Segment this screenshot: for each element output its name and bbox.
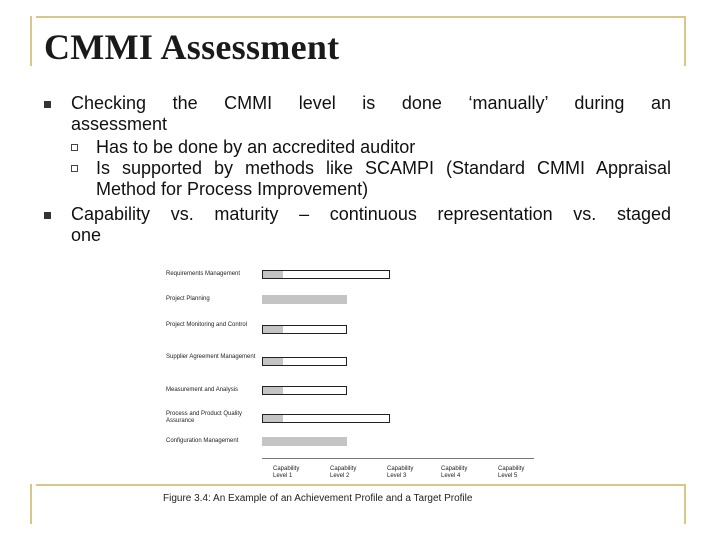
sub-bullet-marker (71, 144, 78, 151)
bullet-marker (44, 212, 51, 219)
figure-caption: Figure 3.4: An Example of an Achievement Profile and a Target Profile (163, 493, 473, 504)
process-area-label: Configuration Management (166, 438, 239, 444)
frame-left-line (30, 16, 32, 66)
bullet-1-line-2: assessment (71, 114, 168, 134)
sub-bullet-2-line-2: Method for Process Improvement) (96, 179, 369, 199)
bullet-1-line-1: Checking the CMMI level is done ‘manually’ during an (71, 93, 671, 113)
capability-level-label: Capability Level 2 (330, 466, 357, 479)
target-bar (262, 386, 347, 395)
capability-level-label: Capability Level 5 (498, 466, 525, 479)
process-area-label: Measurement and Analysis (166, 387, 239, 393)
frame-right-line (684, 16, 686, 66)
capability-level-label: Capability Level 3 (387, 466, 414, 479)
capability-level-label: Capability Level 4 (441, 466, 468, 479)
x-axis-line (262, 458, 534, 459)
process-area-label: Requirements Management (166, 271, 241, 277)
process-area-label: Process and Product Quality Assurance (166, 411, 243, 424)
bullet-2-line-2: one (71, 225, 102, 245)
bullet-marker (44, 101, 51, 108)
capability-level-label: Capability Level 1 (273, 466, 300, 479)
bullet-2-line-1: Capability vs. maturity – continuous representation vs. staged (71, 204, 671, 224)
frame-top-line (36, 16, 686, 18)
frame-bottom-line (36, 484, 686, 486)
sub-bullet-2-line-1: Is supported by methods like SCAMPI (Standard CMMI Appraisal (96, 158, 671, 178)
target-bar (262, 357, 347, 366)
sub-bullet-1: Has to be done by an accredited auditor (96, 137, 416, 157)
process-area-label: Supplier Agreement Management (166, 354, 256, 360)
frame-bottom-right-line (684, 484, 686, 524)
achievement-bar (262, 295, 347, 304)
process-area-label: Project Planning (166, 296, 210, 302)
frame-bottom-left-line (30, 484, 32, 524)
process-area-label: Project Monitoring and Control (166, 322, 248, 328)
slide-title: CMMI Assessment (44, 27, 340, 67)
target-bar (262, 270, 390, 279)
target-bar (262, 325, 347, 334)
sub-bullet-marker (71, 165, 78, 172)
achievement-bar (262, 437, 347, 446)
target-bar (262, 414, 390, 423)
